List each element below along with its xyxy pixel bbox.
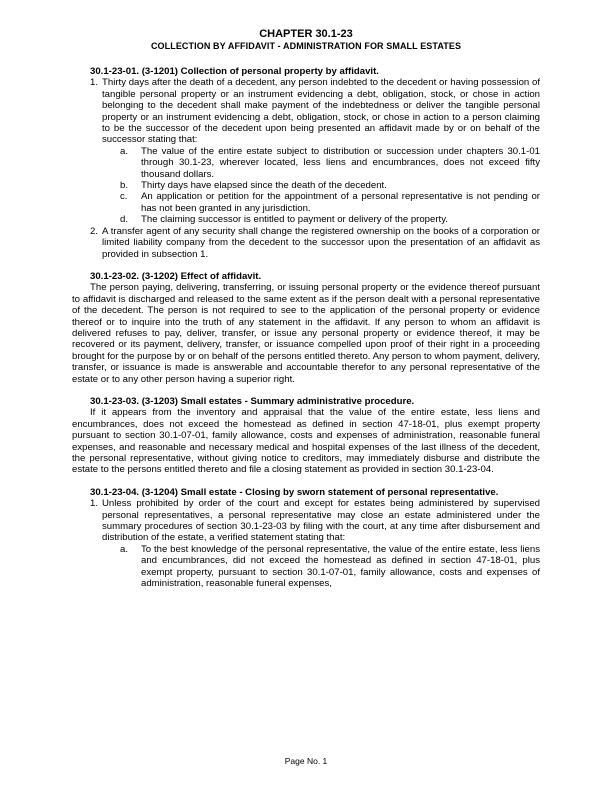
spacer bbox=[72, 476, 540, 487]
clause-letter: d. bbox=[120, 214, 129, 226]
clause-text: An application or petition for the appointment of a personal representative is not pending or has not been granted in any jurisdiction. bbox=[141, 191, 540, 214]
spacer bbox=[72, 260, 540, 271]
section-30-1-23-04 bbox=[72, 487, 540, 590]
clause-letter: b. bbox=[120, 180, 129, 192]
subsection-2 bbox=[72, 226, 540, 260]
section-heading: 30.1-23-01. (3-1201) Collection of personal property by affidavit. bbox=[90, 66, 379, 77]
chapter-subtitle: COLLECTION BY AFFIDAVIT - ADMINISTRATION FOR SMALL ESTATES bbox=[150, 41, 462, 51]
subsection-text: Unless prohibited by order of the court and except for estates being administered by supervised personal representatives, a personal representative may close an estate administered under the summary procedures of section 30.1-23-03 by filing with the court, at any time after disbursement and distribution of the estate, a verified statement stating that: bbox=[102, 498, 540, 544]
clause-text: Thirty days have elapsed since the death of the decedent. bbox=[141, 180, 387, 192]
clause-text: To the best knowledge of the personal representative, the value of the entire estate, less liens and encumbrances, did not exceed the homestead as defined in section 47-18-01, plus exempt property, pursuant to section 30.1-07-01, family allowance, costs and expenses of administration, reasonable funeral expenses, bbox=[141, 543, 540, 590]
subsection-number: 1. bbox=[90, 77, 99, 89]
clause-c bbox=[72, 191, 540, 214]
section-30-1-23-01 bbox=[72, 66, 540, 260]
section-heading: 30.1-23-04. (3-1204) Small estate - Closing by sworn statement of personal representative. bbox=[90, 486, 499, 498]
page-number: Page No. 1 bbox=[284, 756, 328, 766]
section-body: The person paying, delivering, transferring, or issuing personal property or the evidence thereof pursuant to affidavit is discharged and released to the same extent as if the person dealt with a personal representative of the decedent. The person is not required to see to the application of the personal property or evidence thereof or to inquire into the truth of any statement in the affidavit. If any person to whom an affidavit is delivered refuses to pay, deliver, transfer, or issue any personal property or evidence thereof, it may be recovered or its payment, delivery, transfer, or issuance compelled upon proof of their right in a proceeding brought for the purpose by or on behalf of the persons entitled thereto. Any person to whom payment, delivery, transfer, or issuance is made is answerable and accountable therefor to any personal representative of the estate or to any other person having a superior right. bbox=[72, 282, 540, 385]
section-30-1-23-03 bbox=[72, 396, 540, 476]
clause-d bbox=[72, 214, 540, 225]
spacer bbox=[72, 385, 540, 396]
subsection-1 bbox=[72, 77, 540, 145]
section-30-1-23-02 bbox=[72, 271, 540, 385]
subsection-number: 2. bbox=[90, 225, 99, 237]
subsection-text: Thirty days after the death of a decedent, any person indebted to the decedent or having possession of tangible personal property or an instrument evidencing a debt, obligation, stock, or chose in action belonging to the decedent shall make payment of the indebtedness or deliver the tangible personal property or an instrument evidencing a debt, obligation, stock, or chose in action to a person claiming to be the successor of the decedent upon being presented an affidavit made by or on behalf of the successor stating that: bbox=[102, 77, 540, 146]
section-body: If it appears from the inventory and appraisal that the value of the entire estate, less liens and encumbrances, does not exceed the homestead as defined in section 47-18-01, plus exempt property pursuant to section 30.1-07-01, family allowance, costs and expenses of administration, reasonable funeral expenses, and reasonable and necessary medical and hospital expenses of the last illness of the decedent, the personal representative, without giving notice to creditors, may immediately disburse and distribute the estate to the persons entitled thereto and file a closing statement as provided in section 30.1-23-04. bbox=[72, 407, 540, 476]
subsection-1 bbox=[72, 498, 540, 544]
clause-letter: a. bbox=[120, 543, 129, 555]
clause-text: The claiming successor is entitled to payment or delivery of the property. bbox=[141, 214, 448, 226]
clause-text: The value of the entire estate subject to distribution or succession under chapters 30.1-01 through 30.1-23, wherever located, less liens and encumbrances, does not exceed fifty thousand dollars. bbox=[141, 145, 540, 180]
clause-letter: a. bbox=[120, 145, 129, 157]
subsection-number: 1. bbox=[90, 498, 99, 510]
clause-a bbox=[72, 146, 540, 180]
subsection-text: A transfer agent of any security shall change the registered ownership on the books of a corporation or limited liability company from the decedent to the successor upon the presentation of an affidavit as provided in subsection 1. bbox=[102, 225, 540, 260]
clause-a bbox=[72, 544, 540, 590]
clause-b bbox=[72, 180, 540, 191]
section-heading: 30.1-23-03. (3-1203) Small estates - Summary administrative procedure. bbox=[90, 395, 415, 407]
document-body bbox=[72, 66, 540, 589]
section-heading: 30.1-23-02. (3-1202) Effect of affidavit. bbox=[90, 270, 262, 282]
clause-letter: c. bbox=[120, 191, 128, 203]
chapter-title: CHAPTER 30.1-23 bbox=[259, 28, 353, 40]
